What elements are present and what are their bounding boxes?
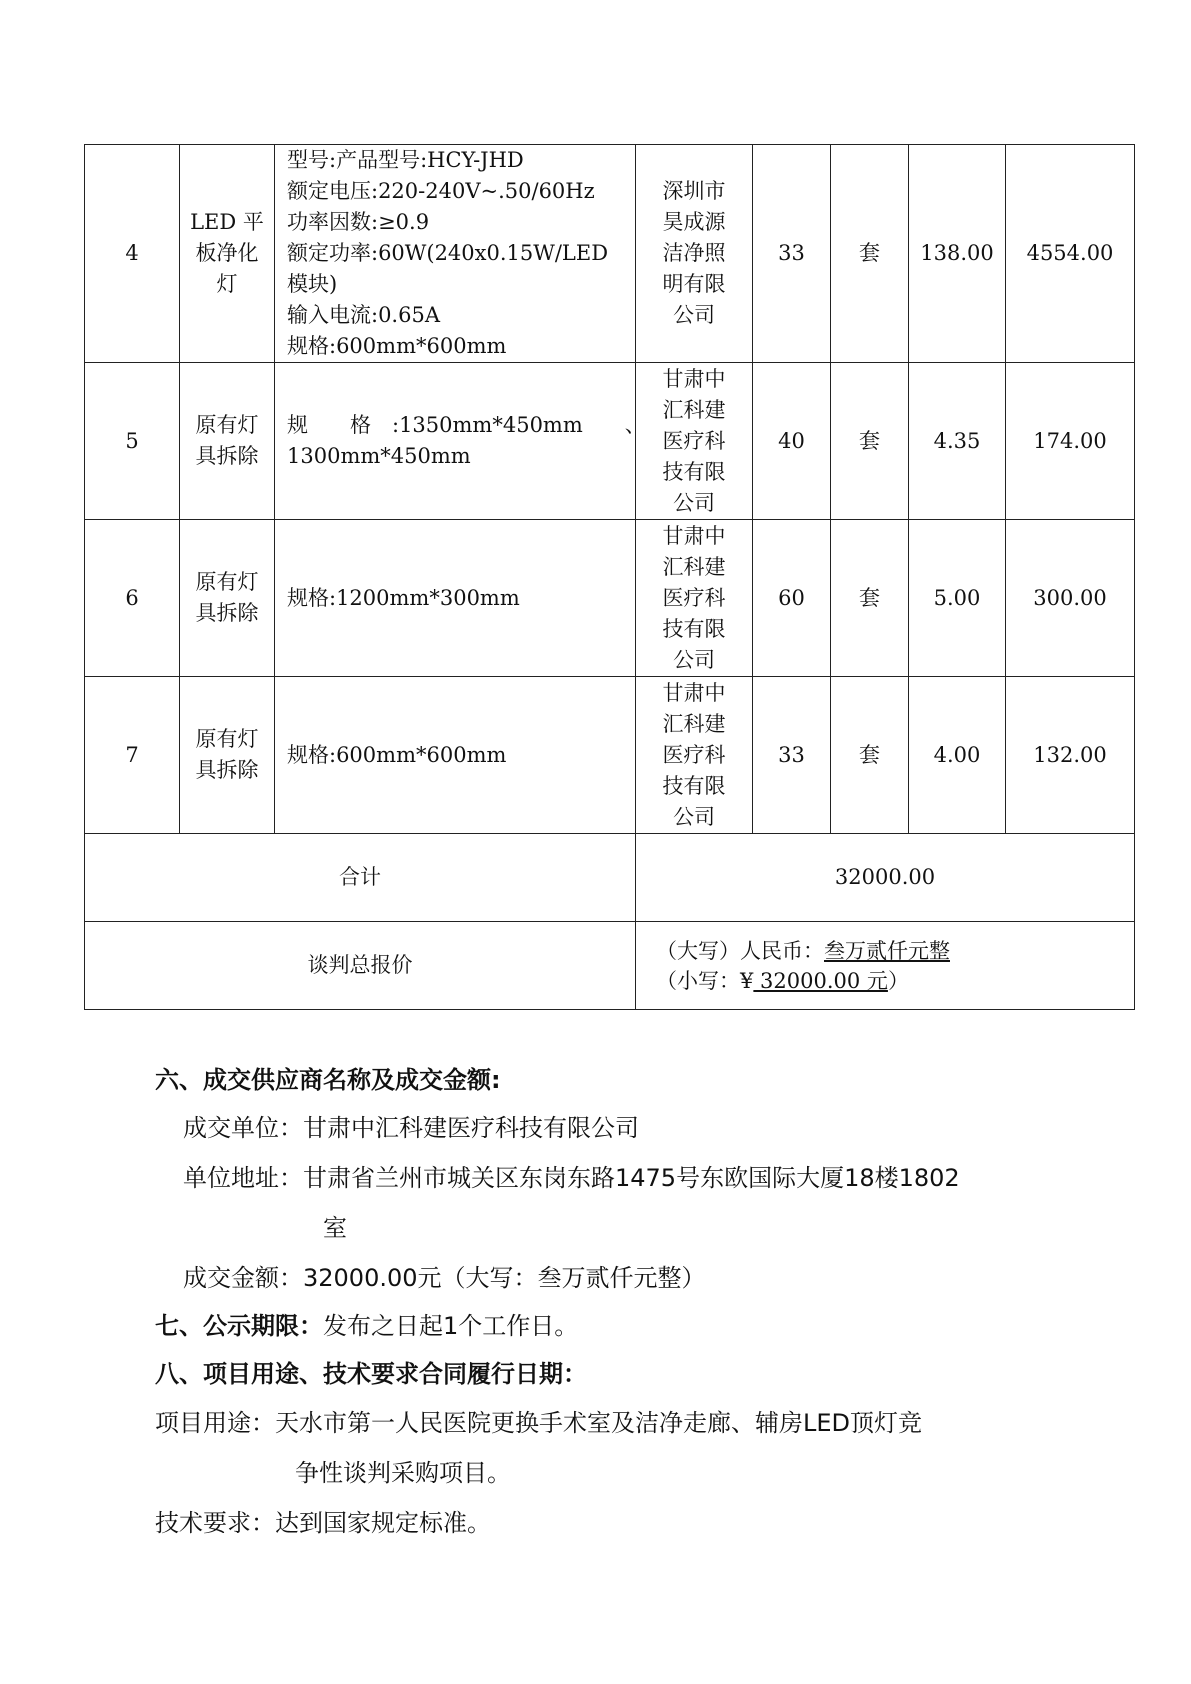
item-unit: 套 bbox=[831, 145, 909, 363]
item-supplier-line: 汇科建 bbox=[662, 711, 726, 736]
item-spec bbox=[275, 520, 636, 677]
row-number: 6 bbox=[85, 520, 180, 677]
item-spec-line: 模块) bbox=[287, 272, 338, 296]
item-name-line: 原有灯 bbox=[195, 727, 259, 751]
item-spec-line: 规格:1200mm*300mm bbox=[287, 585, 520, 610]
item-price: 5.00 bbox=[909, 520, 1006, 677]
address-label: 单位地址： bbox=[183, 1164, 303, 1192]
section7-text: 发布之日起1个工作日。 bbox=[323, 1312, 579, 1340]
item-supplier bbox=[636, 363, 753, 520]
item-supplier-line: 医疗科 bbox=[662, 428, 726, 453]
item-supplier-line: 公司 bbox=[673, 490, 715, 515]
item-name-line: 灯 bbox=[216, 272, 238, 296]
item-supplier-line: 甘肃中 bbox=[662, 680, 726, 705]
item-name-line: 原有灯 bbox=[195, 413, 259, 437]
deal-unit-line bbox=[183, 1113, 639, 1143]
address-line bbox=[183, 1163, 960, 1193]
item-supplier-line: 技有限 bbox=[662, 616, 726, 641]
item-supplier bbox=[636, 677, 753, 834]
item-supplier-line: 深圳市 bbox=[662, 179, 726, 203]
quote-table bbox=[84, 144, 1135, 1010]
item-spec-line: 规 格 :1350mm*450mm 、 bbox=[287, 413, 646, 437]
item-supplier-line: 医疗科 bbox=[662, 585, 726, 610]
item-name-line: 具拆除 bbox=[195, 758, 259, 782]
tech-label: 技术要求： bbox=[155, 1509, 275, 1537]
item-spec-line: 功率因数:≥0.9 bbox=[287, 210, 430, 234]
item-spec bbox=[275, 677, 636, 834]
item-supplier-line: 医疗科 bbox=[662, 742, 726, 767]
quote-label: 谈判总报价 bbox=[85, 922, 636, 1010]
quote-row bbox=[85, 922, 1135, 1010]
item-name-line: LED 平 bbox=[190, 210, 264, 234]
address-value-2: 室 bbox=[323, 1214, 347, 1242]
item-unit: 套 bbox=[831, 677, 909, 834]
section6-heading: 六、成交供应商名称及成交金额: bbox=[155, 1066, 501, 1094]
total-row bbox=[85, 834, 1135, 922]
section8-heading: 八、项目用途、技术要求合同履行日期： bbox=[155, 1360, 587, 1388]
tech-value: 达到国家规定标准。 bbox=[275, 1509, 491, 1537]
item-qty: 40 bbox=[753, 363, 831, 520]
item-spec bbox=[275, 363, 646, 520]
item-supplier-line: 明有限 bbox=[662, 272, 726, 296]
item-name bbox=[180, 677, 275, 834]
quote-words-line bbox=[656, 936, 1130, 966]
table-row bbox=[85, 145, 1135, 363]
item-spec-line: 输入电流:0.65A bbox=[287, 303, 440, 327]
item-spec-line: 规格:600mm*600mm bbox=[287, 334, 507, 358]
purpose-value-2: 争性谈判采购项目。 bbox=[295, 1459, 511, 1487]
table-body bbox=[85, 145, 1135, 834]
row-number: 7 bbox=[85, 677, 180, 834]
item-supplier-line: 公司 bbox=[673, 647, 715, 672]
item-supplier-line: 汇科建 bbox=[662, 397, 726, 422]
item-price: 138.00 bbox=[909, 145, 1006, 363]
item-supplier-line: 技有限 bbox=[662, 773, 726, 798]
section7-line bbox=[155, 1311, 578, 1341]
deal-amount-value: 32000.00元（大写：叁万贰仟元整） bbox=[303, 1264, 706, 1292]
item-qty: 33 bbox=[753, 145, 831, 363]
address-value-1: 甘肃省兰州市城关区东岗东路1475号东欧国际大厦18楼1802 bbox=[303, 1164, 960, 1192]
item-price: 4.00 bbox=[909, 677, 1006, 834]
item-amount: 300.00 bbox=[1006, 520, 1135, 677]
purpose-label: 项目用途： bbox=[155, 1409, 275, 1437]
item-supplier-line: 汇科建 bbox=[662, 554, 726, 579]
quote-digits-value: 32000.00 元 bbox=[753, 968, 888, 993]
item-spec-line: 额定功率:60W(240x0.15W/LED bbox=[287, 241, 609, 265]
total-label: 合计 bbox=[85, 834, 636, 922]
item-name-line: 板净化 bbox=[195, 241, 259, 265]
table-row bbox=[85, 520, 1135, 677]
item-unit: 套 bbox=[831, 363, 909, 520]
item-supplier bbox=[636, 520, 753, 677]
item-supplier-line: 洁净照 bbox=[662, 241, 726, 265]
item-amount: 174.00 bbox=[1006, 363, 1135, 520]
quote-words-value: 叁万贰仟元整 bbox=[824, 938, 950, 963]
item-spec-line: 型号:产品型号:HCY-JHD bbox=[287, 148, 524, 172]
deal-amount-label: 成交金额： bbox=[183, 1264, 303, 1292]
section7-heading: 七、公示期限： bbox=[155, 1312, 323, 1340]
item-unit: 套 bbox=[831, 520, 909, 677]
item-supplier-line: 技有限 bbox=[662, 459, 726, 484]
quote-words-prefix: （大写）人民币： bbox=[656, 938, 824, 963]
deal-unit-label: 成交单位： bbox=[183, 1114, 303, 1142]
item-amount: 132.00 bbox=[1006, 677, 1135, 834]
item-spec-line: 规格:600mm*600mm bbox=[287, 742, 507, 767]
item-spec-line: 额定电压:220-240V~.50/60Hz bbox=[287, 179, 595, 203]
item-spec bbox=[275, 145, 636, 363]
table-row bbox=[85, 677, 1135, 834]
item-qty: 33 bbox=[753, 677, 831, 834]
item-supplier-line: 昊成源 bbox=[662, 210, 726, 234]
item-name bbox=[180, 363, 275, 520]
quote-digits-prefix: （小写：¥ bbox=[656, 968, 754, 993]
item-name bbox=[180, 145, 275, 363]
purpose-line bbox=[155, 1408, 922, 1438]
item-price: 4.35 bbox=[909, 363, 1006, 520]
quote-words bbox=[636, 922, 1135, 1010]
item-amount: 4554.00 bbox=[1006, 145, 1135, 363]
item-supplier-line: 公司 bbox=[673, 303, 715, 327]
purpose-value-1: 天水市第一人民医院更换手术室及洁净走廊、辅房LED顶灯竞 bbox=[275, 1409, 923, 1437]
item-supplier bbox=[636, 145, 753, 363]
quote-digits-suffix: ） bbox=[887, 968, 909, 993]
item-name-line: 具拆除 bbox=[195, 601, 259, 625]
row-number: 4 bbox=[85, 145, 180, 363]
item-spec-line: 1300mm*450mm bbox=[287, 444, 471, 468]
total-value: 32000.00 bbox=[636, 834, 1135, 922]
row-number: 5 bbox=[85, 363, 180, 520]
item-supplier-line: 甘肃中 bbox=[662, 366, 726, 391]
item-name bbox=[180, 520, 275, 677]
item-supplier-line: 公司 bbox=[673, 804, 715, 829]
deal-amount-line bbox=[183, 1263, 706, 1293]
table-row bbox=[85, 363, 1135, 520]
tech-line bbox=[155, 1508, 491, 1538]
item-supplier-line: 甘肃中 bbox=[662, 523, 726, 548]
item-name-line: 原有灯 bbox=[195, 570, 259, 594]
item-name-line: 具拆除 bbox=[195, 444, 259, 468]
deal-unit-value: 甘肃中汇科建医疗科技有限公司 bbox=[303, 1114, 639, 1142]
quote-digits-line bbox=[656, 966, 1130, 996]
item-qty: 60 bbox=[753, 520, 831, 677]
